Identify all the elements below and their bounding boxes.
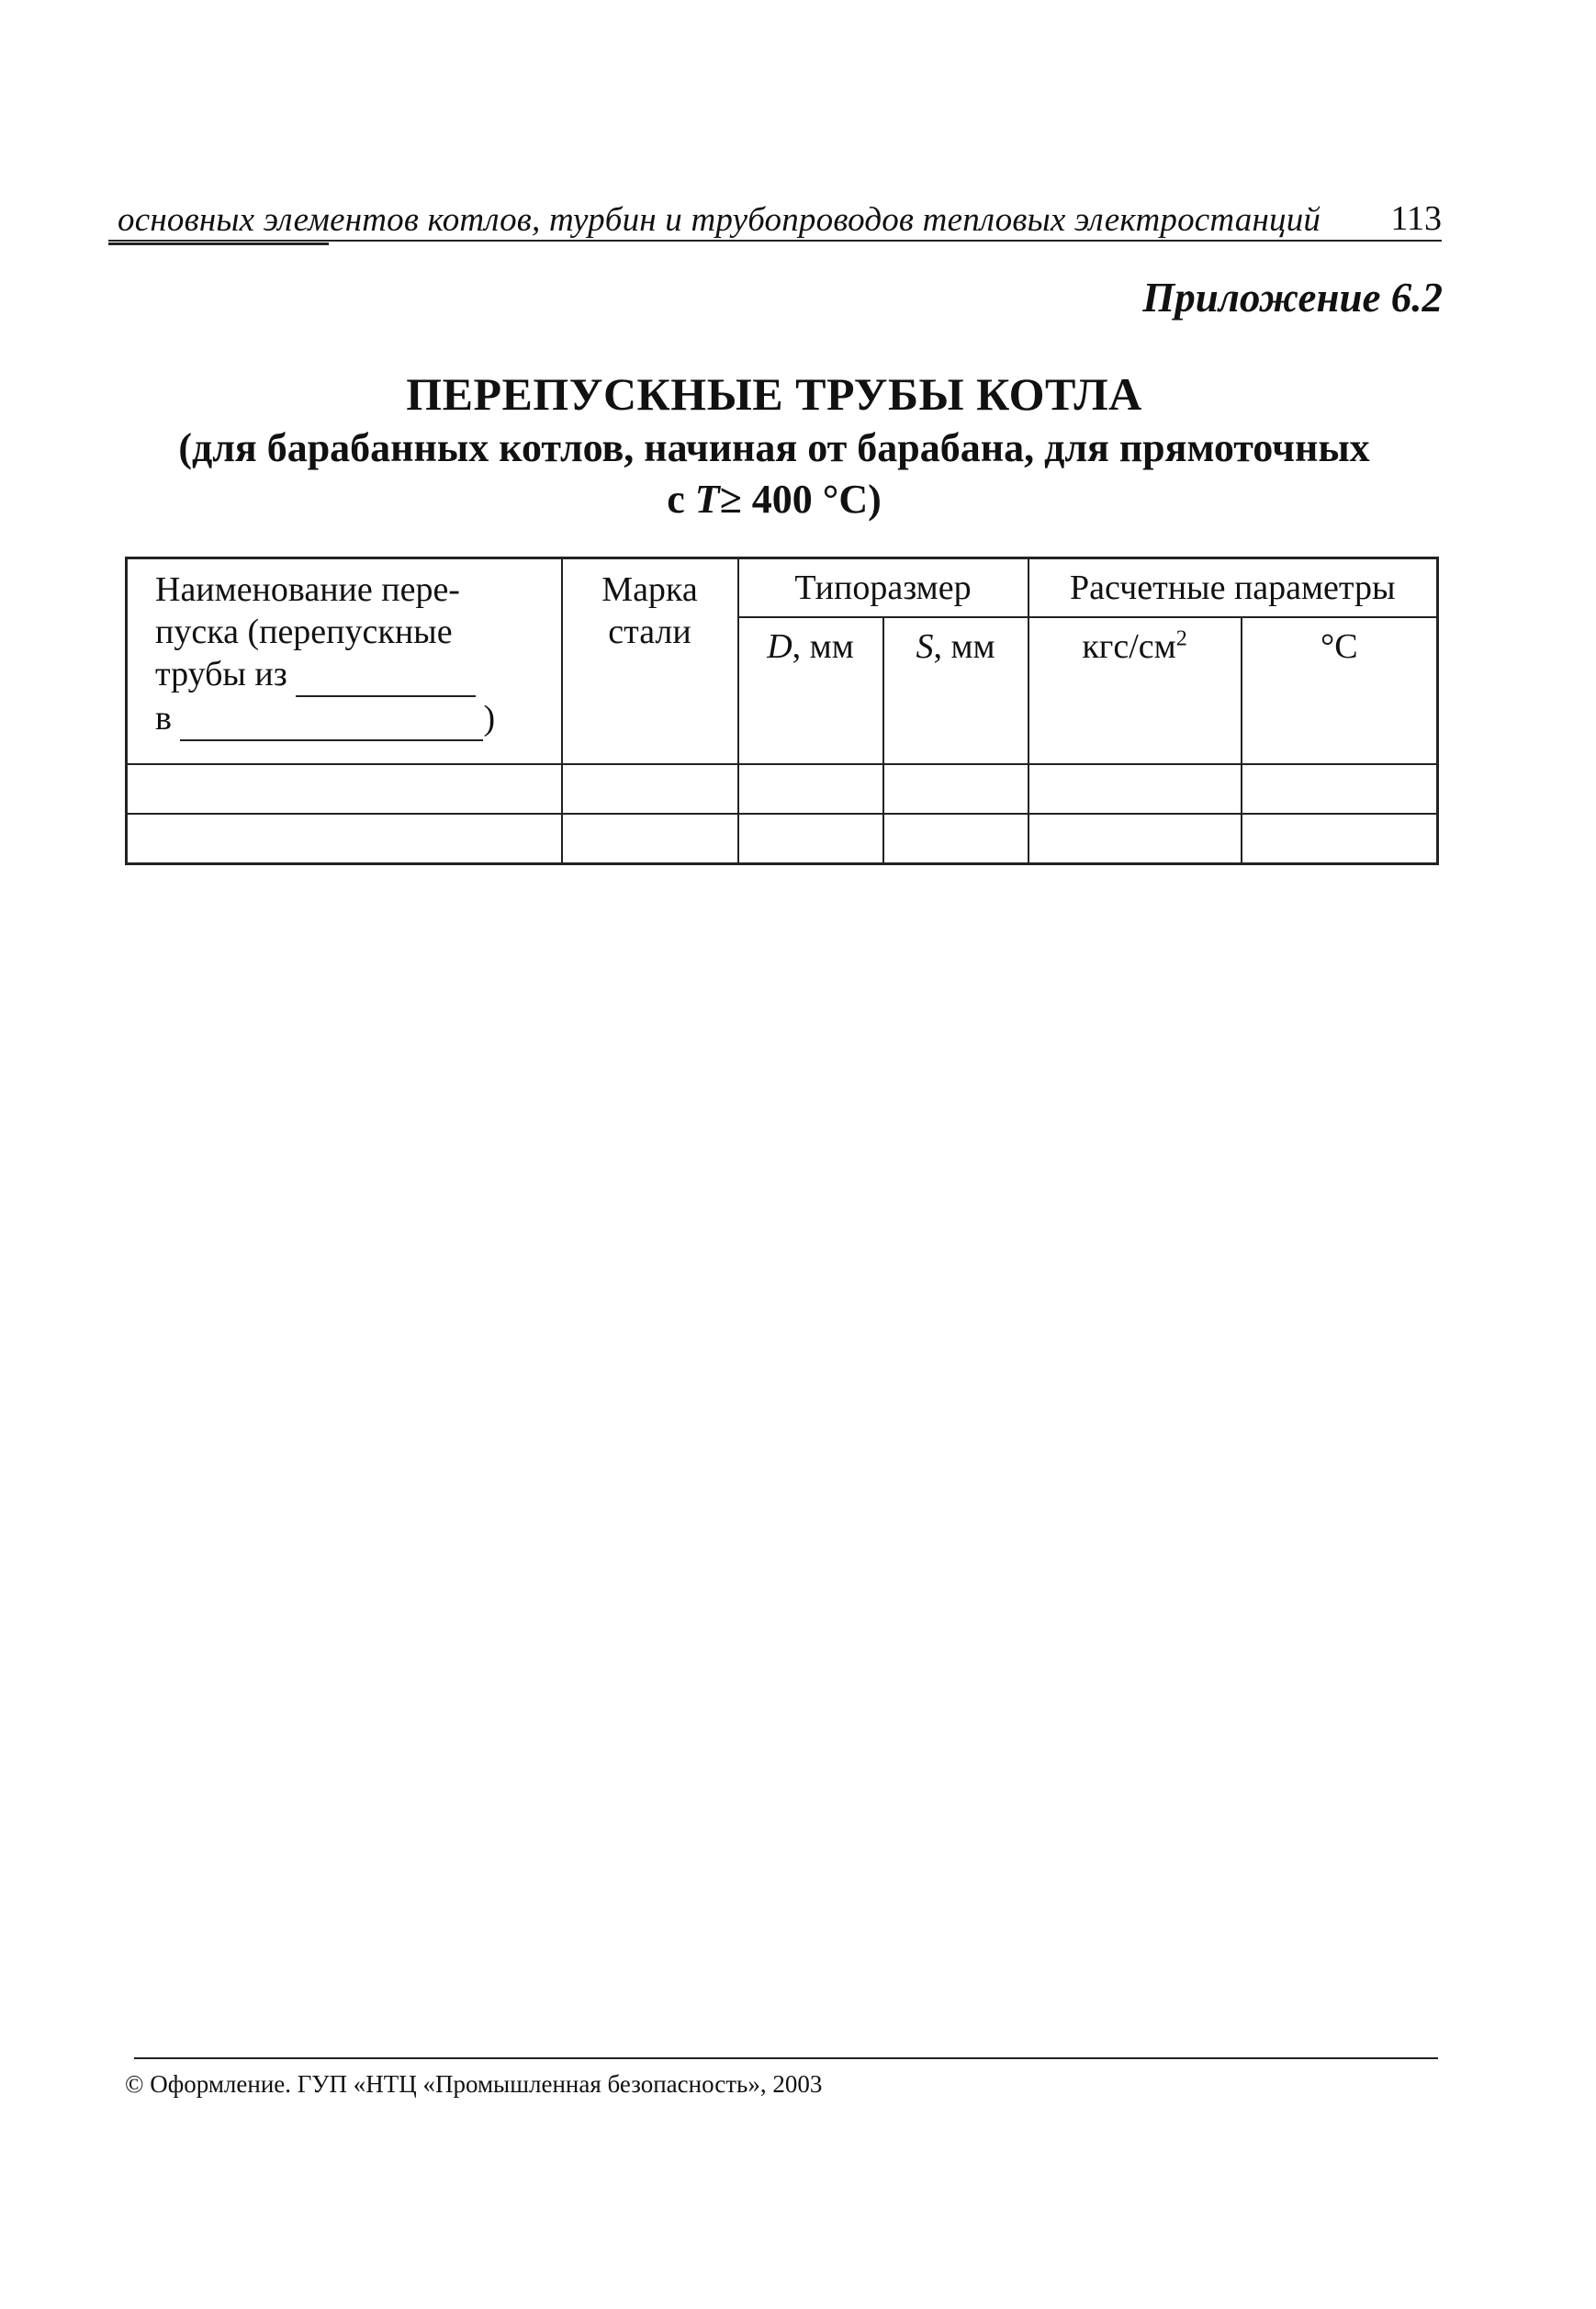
column-header-temperature: °C: [1242, 617, 1438, 764]
col-name-line1: Наименование пере-: [155, 570, 460, 609]
page-number: 113: [1390, 199, 1442, 238]
page-subtitle-line1: (для барабанных котлов, начиная от барабана, для прямоточных: [178, 425, 1370, 470]
table-cell[interactable]: [1242, 814, 1438, 864]
table-cell[interactable]: [562, 764, 738, 814]
wall-symbol: S: [916, 627, 934, 666]
table-cell[interactable]: [883, 764, 1028, 814]
column-header-wall: [883, 617, 1028, 764]
table-cell[interactable]: [562, 814, 738, 864]
diameter-unit: , мм: [792, 627, 854, 666]
table-header-row: [127, 558, 1438, 618]
column-header-steel: [562, 558, 738, 765]
subtitle-symbol: T: [694, 477, 720, 522]
col-steel-line2: стали: [608, 613, 691, 651]
subtitle-rest: ≥ 400 °С): [719, 477, 882, 522]
column-header-diameter: [738, 617, 883, 764]
col-name-line4-wrap: [155, 697, 548, 741]
header-rule: [108, 240, 1442, 242]
pressure-exponent: 2: [1175, 626, 1187, 651]
table-row: [127, 764, 1438, 814]
table-cell[interactable]: [127, 764, 562, 814]
col-name-line4-prefix: в: [155, 699, 172, 738]
page-title: ПЕРЕПУСКНЫЕ ТРУБЫ КОТЛА: [406, 368, 1142, 420]
column-group-size: Типоразмер: [738, 558, 1028, 618]
appendix-label: Приложение 6.2: [1142, 275, 1443, 321]
fill-in-blank-from: [296, 653, 476, 697]
running-header: [108, 195, 1442, 241]
header-rule-accent: [108, 242, 329, 245]
wall-unit: , мм: [933, 627, 995, 666]
col-name-line4-suffix: ): [483, 699, 496, 738]
column-header-pressure: [1028, 617, 1242, 764]
column-header-name: [127, 558, 562, 765]
footer-rule: [134, 2057, 1438, 2059]
col-name-line3-wrap: [155, 653, 548, 697]
diameter-symbol: D: [767, 627, 792, 666]
col-name-line2: пуска (перепускные: [155, 613, 453, 651]
table-cell[interactable]: [883, 814, 1028, 864]
column-group-params: Расчетные параметры: [1028, 558, 1438, 618]
table-cell[interactable]: [738, 814, 883, 864]
table-cell[interactable]: [738, 764, 883, 814]
table-cell[interactable]: [1028, 764, 1242, 814]
table-row: [127, 814, 1438, 864]
bypass-pipes-table: [125, 557, 1439, 865]
table-cell[interactable]: [1242, 764, 1438, 814]
copyright-notice: © Оформление. ГУП «НТЦ «Промышленная безопасность», 2003: [125, 2070, 823, 2098]
table-cell[interactable]: [127, 814, 562, 864]
subtitle-prefix: с: [667, 477, 695, 522]
page-subtitle-line2: [108, 476, 1440, 523]
col-name-line3: трубы из: [155, 655, 287, 693]
col-steel-line1: Марка: [601, 570, 698, 609]
table-cell[interactable]: [1028, 814, 1242, 864]
fill-in-blank-to: [180, 697, 483, 741]
pressure-unit: кгс/см: [1082, 627, 1176, 666]
running-title: основных элементов котлов, турбин и трубопроводов тепловых электростанций: [118, 201, 1321, 239]
